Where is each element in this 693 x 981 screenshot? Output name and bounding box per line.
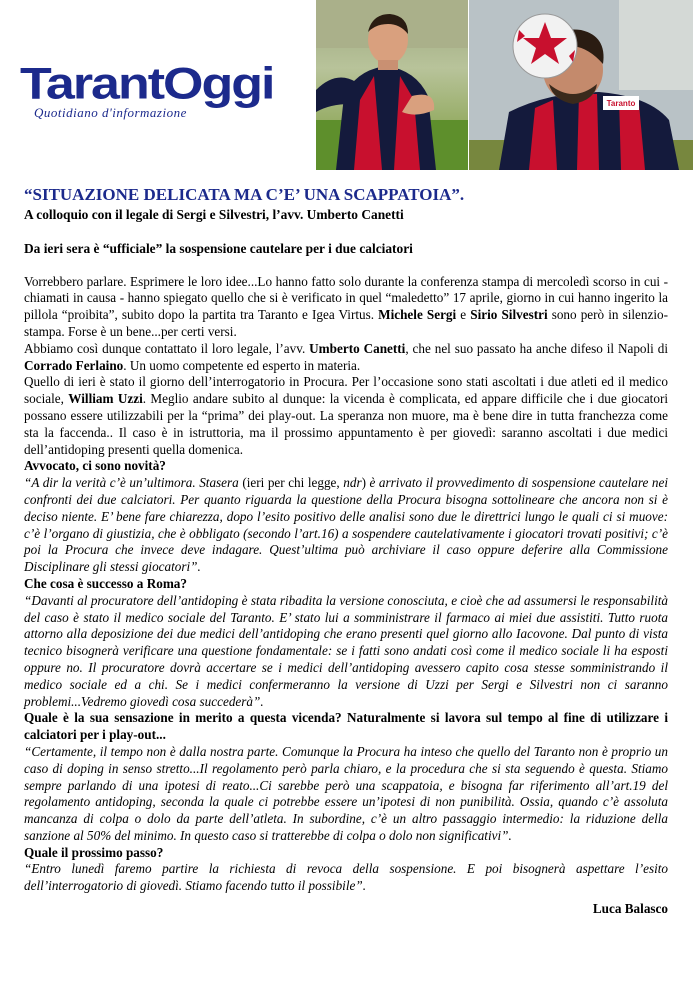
name-corrado-ferlaino: Corrado Ferlaino [24,357,124,373]
editor-note-ndr: ndr [343,475,362,491]
answer-1 [24,475,668,576]
article-byline: Luca Balasco [592,901,668,917]
player-photo-left [316,0,468,170]
masthead-tagline: Quotidiano d'informazione [34,105,187,120]
editor-note-close: ) [361,475,366,491]
name-umberto-canetti: Umberto Canetti [309,340,406,356]
name-sirio-silvestri: Sirio Silvestri [470,307,548,323]
body-paragraph-3 [24,374,668,458]
name-william-uzzi: William Uzzi [68,391,143,407]
text-run: Abbiamo così dunque contattato il loro legale, l’avv. [24,340,310,356]
body-paragraph-1 [24,274,668,341]
jersey-sponsor-text: Taranto [606,99,636,108]
article-deck: Da ieri sera è “ufficiale” la sospensione cautelare per i due calciatori [24,240,413,256]
answer-4: “Entro lunedì faremo partire la richiesta di revoca della sospensione. E poi bisognerà aspettare l’esito dell’interrogatorio di giovedì. Stiamo facendo tutto il possibile”. [24,861,668,894]
text-run: Quello di ieri è stato il giorno dell’interrogatorio in Procura. Per l’occasione sono stati ascoltati i due atleti ed il medico sociale, [24,374,668,407]
text-run: Vorrebbero parlare. Esprimere le loro idee...Lo hanno fatto solo durante la conferenza stampa di mercoledì scorso in cui - chiamati in causa - hanno spiegato quello che si è verificato in quel “maledetto” 17 aprile, giorno in cui hanno ingerito la pillola “proibita”, subito dopo la partita tra Taranto e Igea Virtus. [24,273,668,323]
question-4: Quale il prossimo passo? [24,844,164,860]
article [24,185,668,918]
question-1: Avvocato, ci sono novità? [24,458,166,474]
masthead [0,0,693,172]
text-run: . Meglio andare subito al dunque: la vicenda è complicata, ed appare difficile che i due giocatori possano essere utilizzabili per la “prima” dei play-out. La speranza non muore, ma è bene dire in tutta franchezza come sta la faccenda.. Il caso è in istruttoria, ma il prossimo appuntamento è per giovedì: saranno ascoltati i due medici dell’antidoping presenti quella domenica. [24,391,668,457]
text-run: “A dir la verità c’è un’ultimora. Stasera [24,475,243,491]
body-paragraph-2 [24,341,668,375]
answer-3: “Certamente, il tempo non è dalla nostra parte. Comunque la Procura ha inteso che quello del Taranto non è proprio un caso di doping in senso stretto...Il regolamento però parla chiaro, e la procedura che si sta seguendo è questa. Stiamo sempre parlando di una ipotesi di reato...Ci sarebbe però una scappatoia, e bisogna far riferimento all’art.19 del regolamento antidoping, seconda la quale ci potrebbe essere un’ipotesi di non punibilità. Ossia, quando c’è assoluta mancanza di colpa o dolo da parte dell’atleta. In subordine, c’è un altro passaggio intermedio: la riduzione della sanzione al 50% del minimo. In questo caso si tratterebbe di colpa o dolo non significativi”. [24,743,668,843]
text-run: e [456,307,471,323]
article-headline: “SITUAZIONE DELICATA MA C’E’ UNA SCAPPATOIA”. [24,185,465,204]
article-subheadline: A colloquio con il legale di Sergi e Silvestri, l’avv. Umberto Canetti [24,207,404,222]
name-michele-sergi: Michele Sergi [378,307,457,323]
text-run: sono però in silenzio-stampa. Forse è un bene...per certi versi. [24,307,669,339]
masthead-logo: TarantOggi [20,59,274,109]
question-2: Che cosa è successo a Roma? [24,575,187,591]
answer-2: “Davanti al procuratore dell’antidoping è stata ribadita la versione conosciuta, e cioè che ad assumersi le responsabilità del caso è stato il medico sociale del Taranto. E’ stato lui a somministrare il farmaco ai miei due assistiti. Tutto ruota attorno alla deposizione dei due medici dell’antidoping che erano presenti quel giorno allo Iacovone. Dal punto di vista tecnico bisognerà verificare una questione fondamentale: se i fatti sono andati così come il medico sociale li ha esposti oppure no. Il procuratore dovrà accertare se i medici dell’antidoping avessero capito cosa stesse somministrando il medico sociale ed a chi. Se i medici confermeranno la versione di Uzzi per Sergi e Silvestri non ci saranno problemi...Vedremo giovedì cosa succederà”. [24,592,668,709]
text-run: . Un uomo competente ed esperto in materia. [123,357,361,373]
player-photo-right [469,0,693,170]
text-run: , che nel suo passato ha anche difeso il Napoli di [405,340,668,356]
question-3: Quale è la sua sensazione in merito a questa vicenda? Naturalmente si lavora sul tempo al fine di utilizzare i calciatori per i play-out... [24,710,668,743]
text-run: è arrivato il provvedimento di sospensione cautelare nei confronti dei due calciatori. Per quanto riguarda la questione della Procura bisogna sottolineare che ancora non si è deciso niente. E’ bene fare chiarezza, dopo l’esito positivo delle analisi sono due le direttrici lungo le quali ci si muove: c’è l’organo di giustizia, che è obbligato (secondo l’art.16) a sospendere cautelativamente i giocatori trovati positivi; c’è poi la Procura che invece deve indagare. Quest’ultima può archiviare il caso oppure deferire alla Commissione Disciplinare gli stessi giocatori”. [24,475,668,575]
editor-note: (ieri per chi legge, [242,475,344,491]
